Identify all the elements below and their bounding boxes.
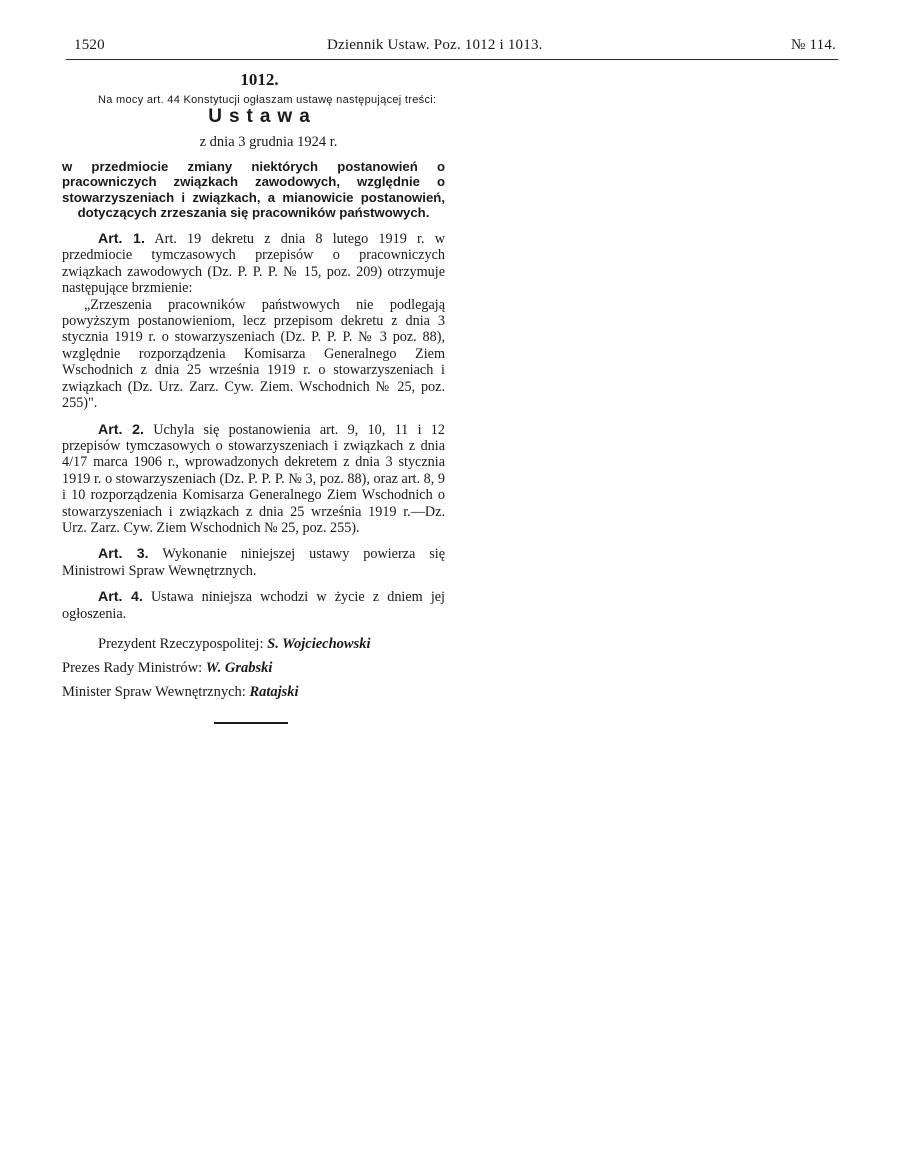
article-1-label: Art. 1.: [98, 231, 145, 248]
page-header: [72, 34, 838, 56]
journal-title: Dziennik Ustaw. Poz. 1012 i 1013.: [327, 37, 543, 53]
act-title: Ustawa: [208, 106, 317, 128]
article-2-text: Uchyla się postanowienia art. 9, 10, 11 i 12 przepisów tymczasowych o stowarzyszeniach i związkach z dnia 4/17 marca 1906 r., wprowadzonych dekretem z dnia 3 stycznia 1919 r. o stowarzyszeniach (Dz. P. P. P. № 3, poz. 88), oraz art. 8, 9 i 10 rozporządzenia Komisarza Generalnego Ziem Wschodnich o stowarzyszeniach i związkach z dnia 25 września 1919 r.—Dz. Urz. Zarz. Cyw. Ziem Wschodnich № 25, poz. 255).: [62, 421, 445, 536]
issue-number: № 114.: [791, 37, 836, 53]
article-1-quote: „Zrzeszenia pracowników państwowych nie podlegają powyższym postanowieniom, lecz przepisom dekretu z dnia 3 stycznia 1919 r. o stowarzyszeniach (Dz. P. P. P. № 3 poz. 88), względnie rozporządzenia Komisarza Generalnego Ziem Wschodnich z dnia 25 września 1919 r. o stowarzyszeniach i związkach (Dz. Urz. Zarz. Cyw. Ziem. Wschodnich № 25, poz. 255)".: [62, 296, 445, 412]
article-4-text: Ustawa niniejsza wchodzi w życie z dniem jej ogłoszenia.: [62, 589, 445, 622]
act-subject: w przedmiocie zmiany niektórych postanowień o pracowniczych związkach zawodowych, względnie o stowarzyszeniach i związkach, a mianowicie postanowień, dotyczących zrzeszania się pracowników państwowych.: [62, 159, 445, 220]
signature-prime-minister: [62, 656, 445, 680]
article-3: [62, 546, 445, 579]
article-2: [62, 422, 445, 537]
end-rule: [214, 722, 288, 724]
article-4: [62, 589, 445, 622]
article-4-label: Art. 4.: [98, 589, 143, 606]
act-date: z dnia 3 grudnia 1924 r.: [199, 133, 338, 150]
signature-name: Ratajski: [249, 683, 299, 700]
promulgation-intro: Na mocy art. 44 Konstytucji ogłaszam ustawę następującej treści:: [98, 94, 437, 107]
signature-interior-minister: [62, 680, 445, 704]
article-2-label: Art. 2.: [98, 421, 144, 438]
signature-role: Minister Spraw Wewnętrznych:: [62, 683, 246, 700]
signature-president: [62, 632, 445, 656]
article-1-text: Art. 19 dekretu z dnia 8 lutego 1919 r. w przedmiocie tymczasowych przepisów o pracowniczych związkach zawodowych (Dz. P. P. P. № 15, poz. 209) otrzymuje następujące brzmienie:: [62, 231, 445, 297]
article-1: [62, 231, 445, 297]
signature-role: Prezydent Rzeczypospolitej:: [98, 635, 264, 652]
document-column: [62, 72, 445, 724]
page-number: 1520: [74, 37, 105, 53]
position-number: 1012.: [240, 70, 279, 89]
signature-name: W. Grabski: [205, 659, 273, 676]
signature-role: Prezes Rady Ministrów:: [62, 659, 203, 676]
article-3-label: Art. 3.: [98, 546, 149, 563]
signature-name: S. Wojciechowski: [267, 635, 371, 652]
article-3-text: Wykonanie niniejszej ustawy powierza się Ministrowi Spraw Wewnętrznych.: [62, 546, 445, 579]
header-rule: [66, 59, 838, 60]
